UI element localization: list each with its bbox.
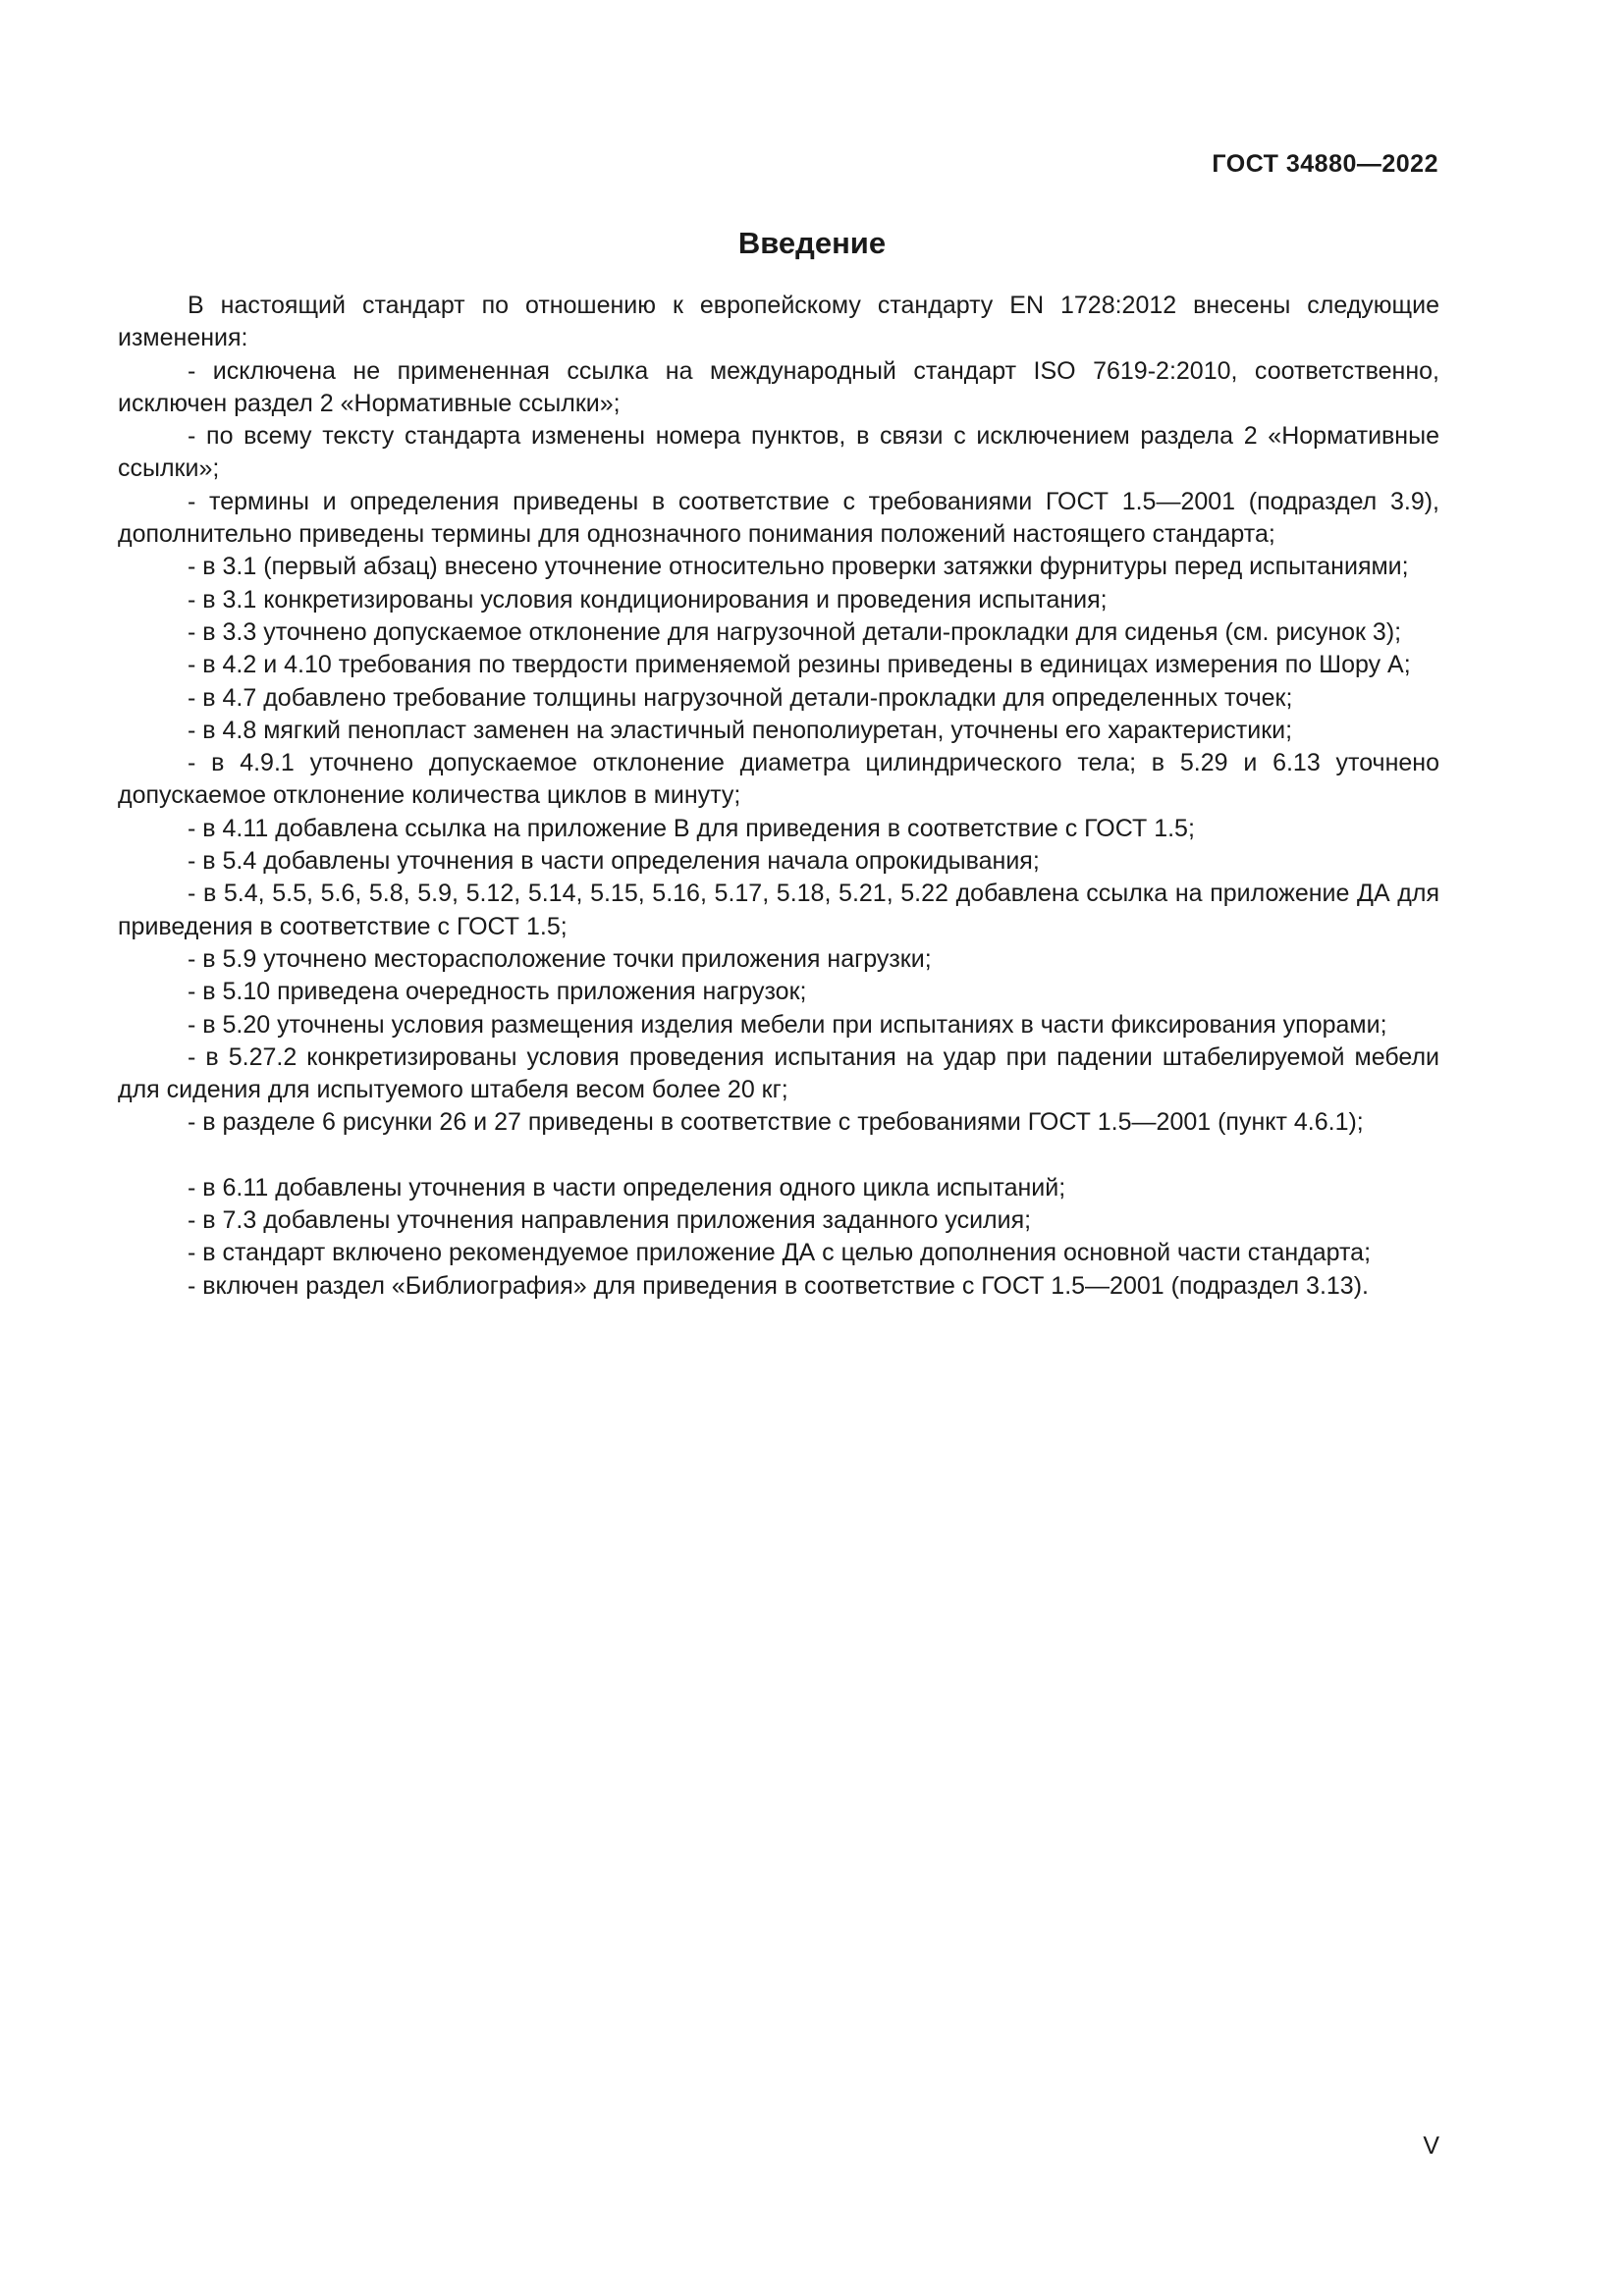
list-item: - в 6.11 добавлены уточнения в части определения одного цикла испытаний; <box>188 1173 1066 1201</box>
list-item: - в 4.9.1 уточнено допускаемое отклонение диаметра цилиндрического тела; в 5.29 и 6.13 уточнено допускаемое отклонение количества циклов в минуту; <box>118 749 1439 810</box>
document-body <box>118 290 1439 1303</box>
page-number: V <box>1423 2132 1439 2160</box>
page-title: Введение <box>737 226 887 260</box>
list-item: - в 5.27.2 конкретизированы условия проведения испытания на удар при падении штабелируемой мебели для сидения для испытуемого штабеля весом более 20 кг; <box>118 1042 1439 1104</box>
list-item: - в 7.3 добавлены уточнения направления приложения заданного усилия; <box>188 1206 1032 1235</box>
list-item: - в стандарт включено рекомендуемое приложение ДА с целью дополнения основной части стандарта; <box>188 1239 1372 1267</box>
intro-paragraph: В настоящий стандарт по отношению к европейскому стандарту EN 1728:2012 внесены следующие изменения: <box>118 292 1439 352</box>
list-item: - в 3.3 уточнено допускаемое отклонение для нагрузочной детали-прокладки для сиденья (см. рисунок 3); <box>188 617 1402 646</box>
list-item: - в 4.7 добавлено требование толщины нагрузочной детали-прокладки для определенных точек; <box>188 683 1293 712</box>
list-item: - включен раздел «Библиография» для приведения в соответствие с ГОСТ 1.5—2001 (подраздел 3.13). <box>188 1271 1369 1300</box>
list-item: - в 5.9 уточнено месторасположение точки приложения нагрузки; <box>188 944 932 973</box>
list-item: - термины и определения приведены в соответствие с требованиями ГОСТ 1.5—2001 (подраздел 3.9), дополнительно приведены термины для однозначного понимания положений настоящего стандарта; <box>118 487 1439 549</box>
list-item: - в 3.1 конкретизированы условия кондиционирования и проведения испытания; <box>188 585 1108 614</box>
list-item: - в 5.20 уточнены условия размещения изделия мебели при испытаниях в части фиксирования упорами; <box>188 1010 1387 1039</box>
list-item: - в 4.11 добавлена ссылка на приложение В для приведения в соответствие с ГОСТ 1.5; <box>188 814 1195 842</box>
list-item: - в 5.10 приведена очередность приложения нагрузок; <box>188 978 807 1006</box>
standard-id-header: ГОСТ 34880—2022 <box>1212 150 1438 178</box>
list-item: - исключена не примененная ссылка на международный стандарт ISO 7619-2:2010, соответственно, исключен раздел 2 «Нормативные ссылки»; <box>118 356 1439 417</box>
list-item: - в 5.4, 5.5, 5.6, 5.8, 5.9, 5.12, 5.14, 5.15, 5.16, 5.17, 5.18, 5.21, 5.22 добавлена ссылка на приложение ДА для приведения в соответствие с ГОСТ 1.5; <box>118 880 1439 940</box>
list-item: - в 4.2 и 4.10 требования по твердости применяемой резины приведены в единицах измерения по Шору А; <box>188 651 1411 679</box>
list-item: - в разделе 6 рисунки 26 и 27 приведены в соответствие с требованиями ГОСТ 1.5—2001 (пункт 4.6.1); <box>188 1108 1364 1137</box>
list-item: - в 3.1 (первый абзац) внесено уточнение относительно проверки затяжки фурнитуры перед испытаниями; <box>188 553 1409 581</box>
list-item: - по всему тексту стандарта изменены номера пунктов, в связи с исключением раздела 2 «Нормативные ссылки»; <box>118 422 1439 483</box>
list-item: - в 4.8 мягкий пенопласт заменен на эластичный пенополиуретан, уточнены его характеристики; <box>188 716 1293 744</box>
list-item: - в 5.4 добавлены уточнения в части определения начала опрокидывания; <box>188 847 1040 876</box>
